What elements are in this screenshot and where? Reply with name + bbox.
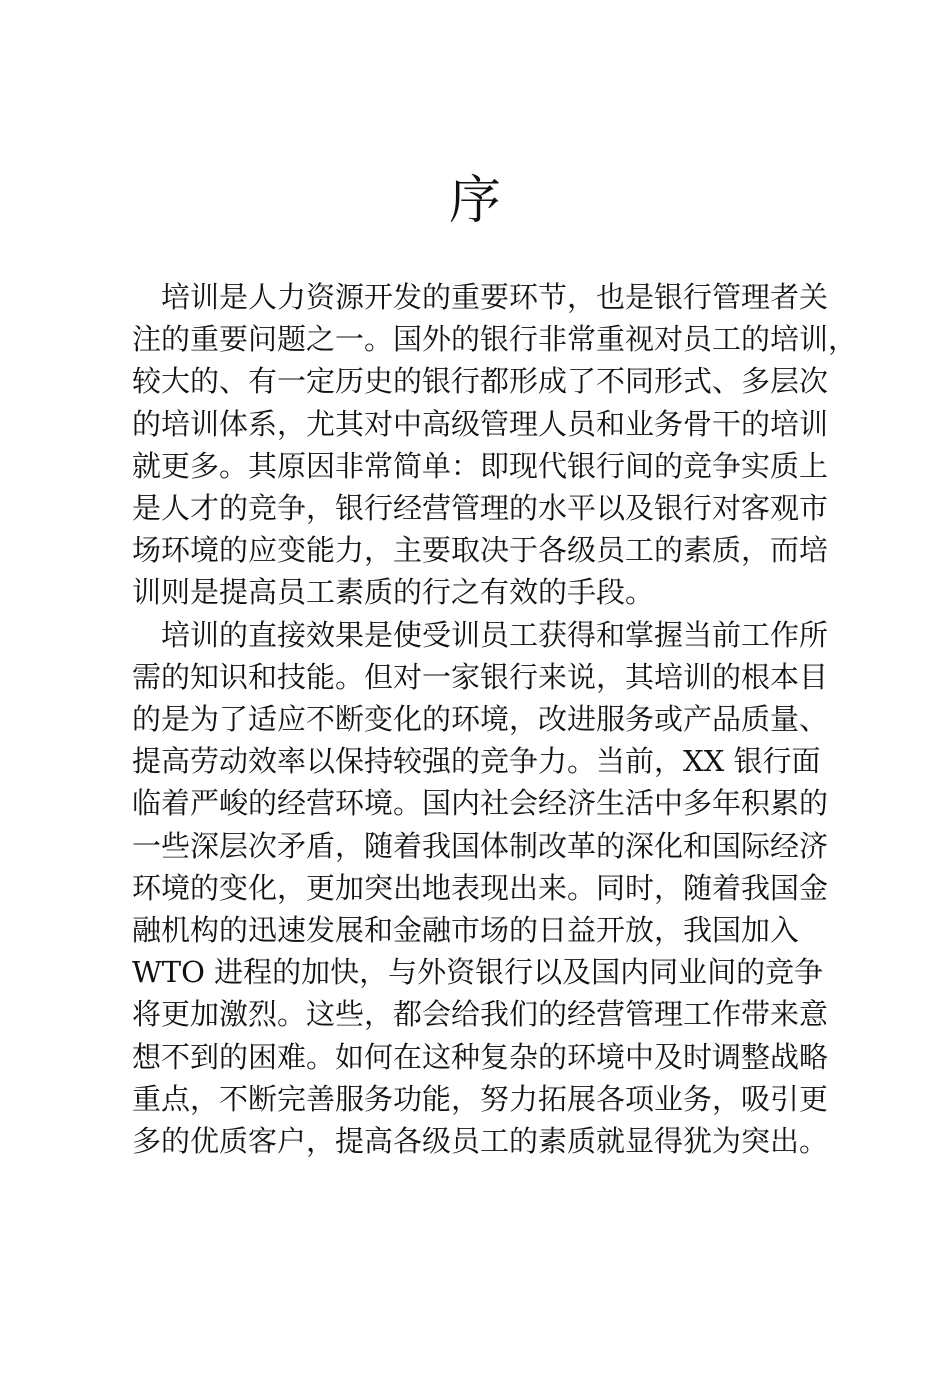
text-line: 想不到的困难。如何在这种复杂的环境中及时调整战略 (132, 1039, 829, 1074)
text-line: 需的知识和技能。但对一家银行来说，其培训的根本目 (132, 659, 829, 694)
text-line: WTO 进程的加快，与外资银行以及国内同业间的竞争 (132, 955, 824, 990)
text-line: 培训的直接效果是使受训员工获得和掌握当前工作所 (161, 617, 829, 652)
page-title: 序 (448, 171, 501, 231)
text-line: 就更多。其原因非常简单：即现代银行间的竞争实质上 (132, 448, 829, 483)
text-line: 的培训体系，尤其对中高级管理人员和业务骨干的培训 (132, 406, 829, 441)
text-line: 场环境的应变能力，主要取决于各级员工的素质，而培 (132, 533, 829, 568)
text-line: 环境的变化，更加突出地表现出来。同时，随着我国金 (132, 870, 829, 905)
text-line: 提高劳动效率以保持较强的竞争力。当前，XX 银行面 (132, 744, 821, 779)
text-line: 将更加激烈。这些，都会给我们的经营管理工作带来意 (132, 997, 829, 1032)
text-line: 训则是提高员工素质的行之有效的手段。 (132, 575, 655, 610)
text-line: 临着严峻的经营环境。国内社会经济生活中多年积累的 (132, 786, 829, 821)
paragraph-2 (132, 614, 829, 1163)
text-line: 的是为了适应不断变化的环境，改进服务或产品质量、 (132, 702, 829, 737)
text-line: 较大的、有一定历史的银行都形成了不同形式、多层次 (132, 364, 829, 399)
text-line: 重点，不断完善服务功能，努力拓展各项业务，吸引更 (132, 1081, 829, 1116)
paragraph-1 (132, 276, 858, 614)
body-text (132, 276, 858, 1162)
text-line: 培训是人力资源开发的重要环节，也是银行管理者关 (161, 280, 829, 314)
text-line: 是人才的竞争，银行经营管理的水平以及银行对客观市 (132, 491, 829, 526)
text-line: 多的优质客户，提高各级员工的素质就显得犹为突出。 (132, 1124, 829, 1159)
text-line: 一些深层次矛盾，随着我国体制改革的深化和国际经济 (132, 828, 829, 863)
text-line: 融机构的迅速发展和金融市场的日益开放，我国加入 (132, 913, 800, 948)
text-line: 注的重要问题之一。国外的银行非常重视对员工的培训， (132, 322, 858, 357)
